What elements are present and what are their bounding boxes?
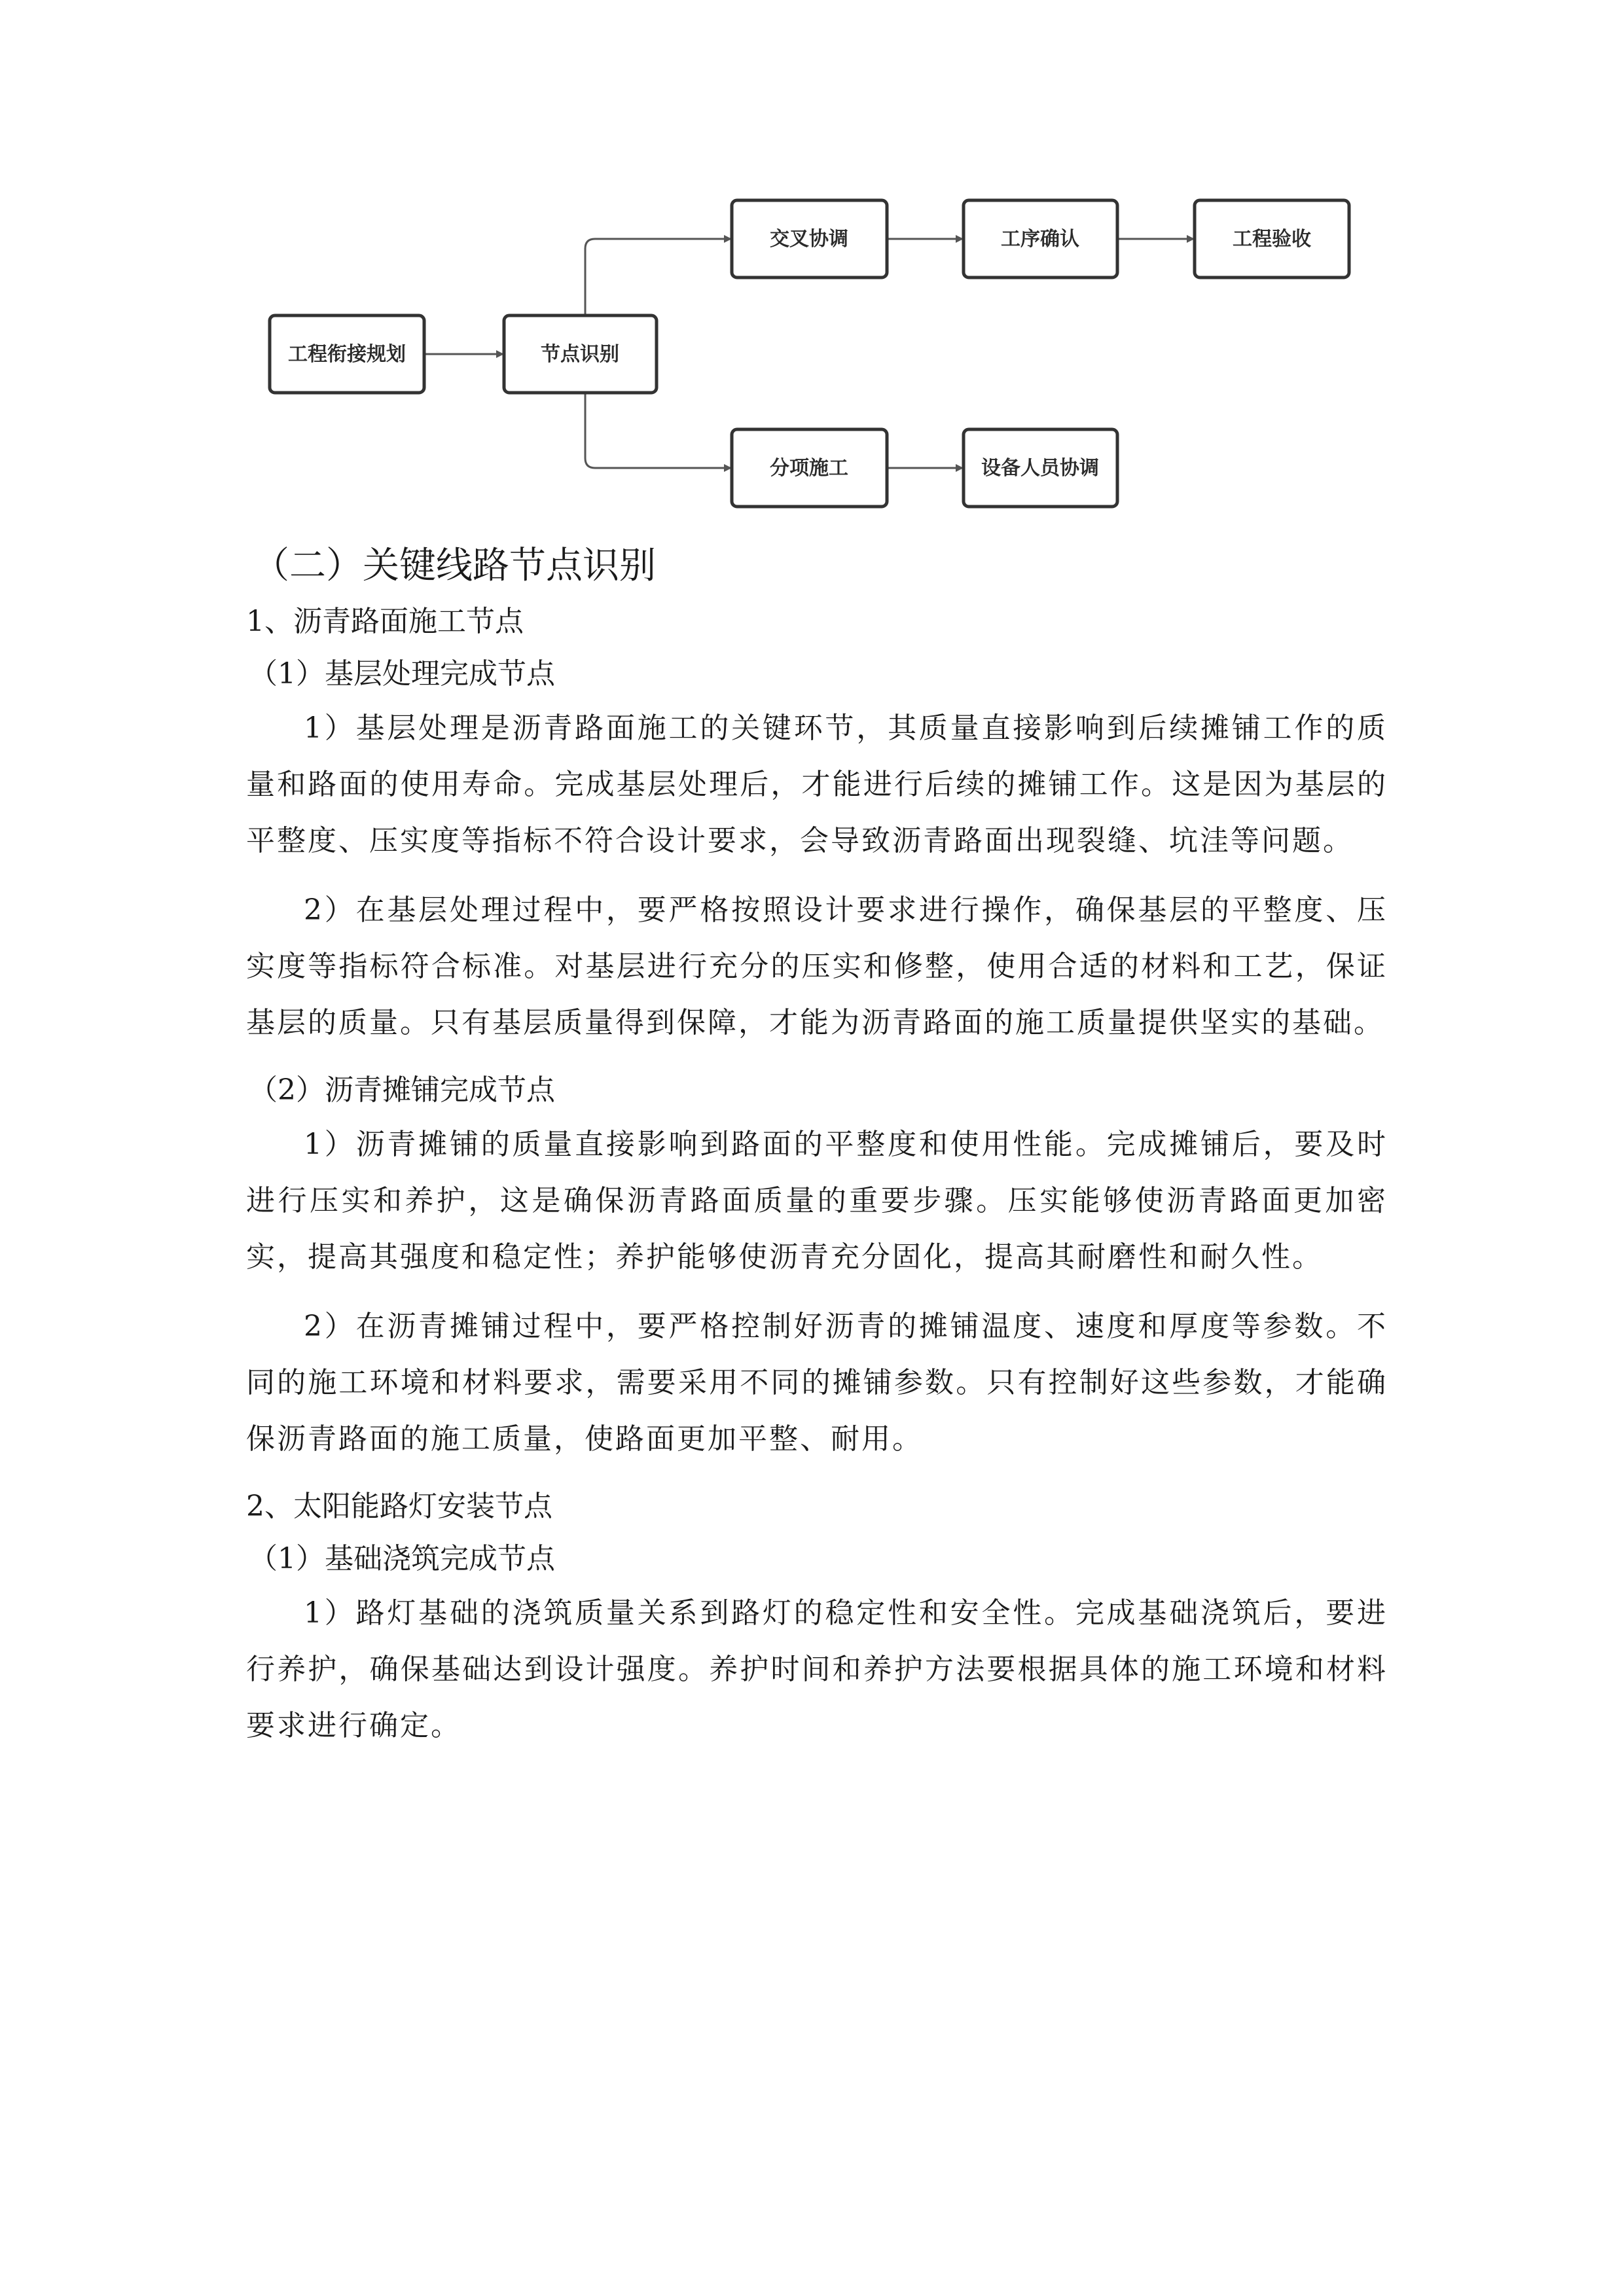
- node-accept: [1195, 200, 1349, 278]
- node-cross: [732, 200, 887, 278]
- paragraph-paving-2: 2）在沥青摊铺过程中，要严格控制好沥青的摊铺温度、速度和厚度等参数。不同的施工环境和材料要求，需要采用不同的摊铺参数。只有控制好这些参数，才能确保沥青路面的施工质量，使路面更加平整、耐用。: [246, 1310, 1388, 1456]
- node-process: [964, 200, 1117, 278]
- arrow-identify-to-subitem: [585, 393, 731, 468]
- subheading-asphalt-paving: （2）沥青摊铺完成节点: [249, 1073, 555, 1107]
- paragraph-base-2: 2）在基层处理过程中，要严格按照设计要求进行操作，确保基层的平整度、压实度等指标符合标准。对基层进行充分的压实和修整，使用合适的材料和工艺，保证基层的质量。只有基层质量得到保障，才能为沥青路面的施工质量提供坚实的基础。: [246, 893, 1388, 1039]
- node-equip: [964, 429, 1117, 507]
- arrow-identify-to-cross: [585, 239, 731, 315]
- node-planning: [270, 315, 424, 393]
- node-equip-label: 设备人员协调: [981, 457, 1099, 480]
- subheading-base-treatment: （1）基层处理完成节点: [249, 657, 555, 691]
- node-identify: [504, 315, 657, 393]
- section-title: （二）关键线路节点识别: [253, 545, 656, 587]
- node-subitem-label: 分项施工: [770, 457, 848, 480]
- flowchart-diagram: [0, 0, 1624, 537]
- node-planning-label: 工程衔接规划: [288, 343, 406, 366]
- heading-solar-lamp-nodes: 2、太阳能路灯安装节点: [246, 1490, 552, 1523]
- paragraph-paving-1: 1）沥青摊铺的质量直接影响到路面的平整度和使用性能。完成摊铺后，要及时进行压实和养护，这是确保沥青路面质量的重要步骤。压实能够使沥青路面更加密实，提高其强度和稳定性；养护能够使沥青充分固化，提高其耐磨性和耐久性。: [246, 1128, 1388, 1274]
- node-subitem: [732, 429, 887, 507]
- document-body: [246, 537, 1388, 1767]
- node-identify-label: 节点识别: [541, 343, 619, 366]
- paragraph-base-1: 1）基层处理是沥青路面施工的关键环节，其质量直接影响到后续摊铺工作的质量和路面的使用寿命。完成基层处理后，才能进行后续的摊铺工作。这是因为基层的平整度、压实度等指标不符合设计要求，会导致沥青路面出现裂缝、坑洼等问题。: [246, 711, 1388, 857]
- heading-asphalt-nodes: 1、沥青路面施工节点: [246, 605, 524, 638]
- paragraph-foundation-1: 1）路灯基础的浇筑质量关系到路灯的稳定性和安全性。完成基础浇筑后，要进行养护，确保基础达到设计强度。养护时间和养护方法要根据具体的施工环境和材料要求进行确定。: [246, 1596, 1388, 1742]
- node-process-label: 工序确认: [1001, 228, 1079, 251]
- node-cross-label: 交叉协调: [770, 228, 848, 251]
- subheading-foundation-pouring: （1）基础浇筑完成节点: [249, 1542, 555, 1575]
- node-accept-label: 工程验收: [1233, 228, 1311, 251]
